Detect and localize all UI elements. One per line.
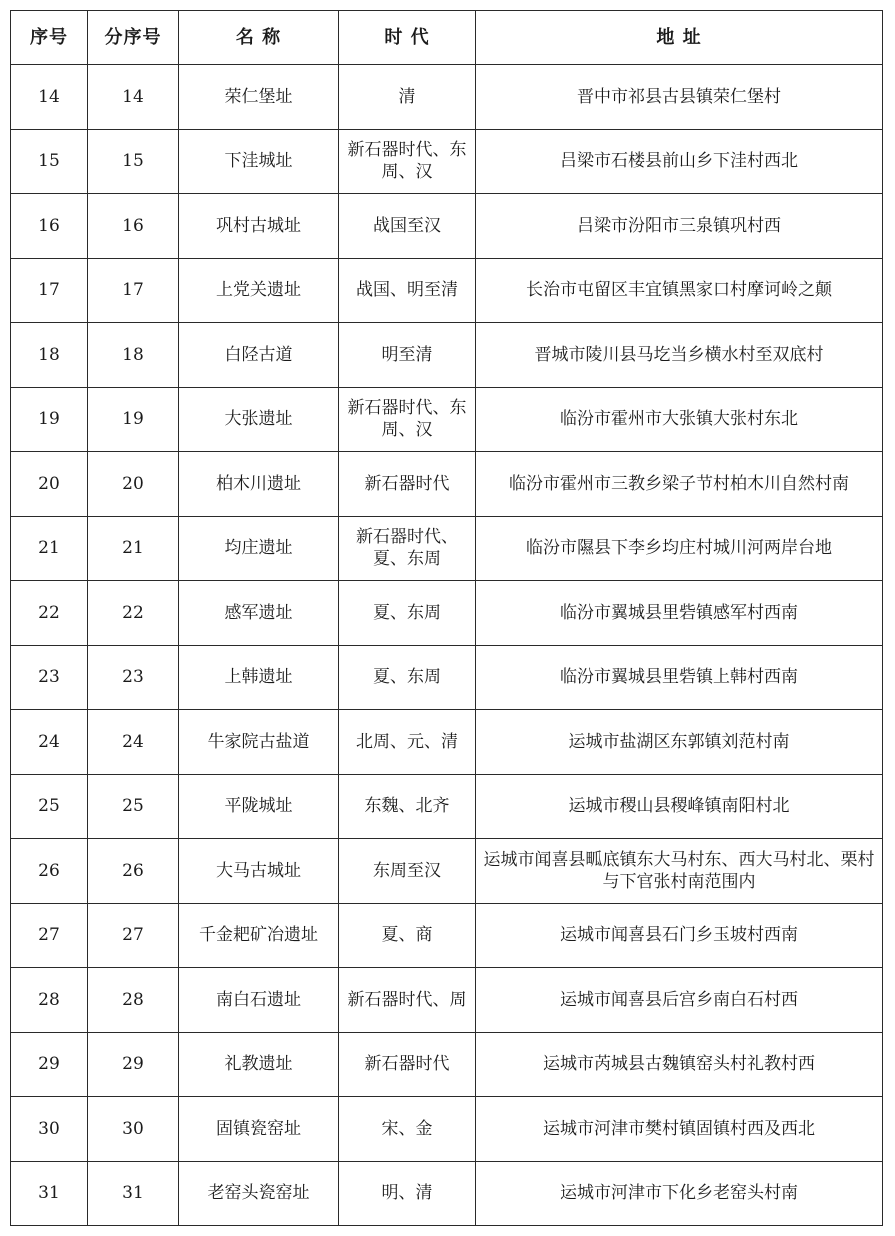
cell-era: 明、清 — [339, 1161, 476, 1226]
cell-era: 新石器时代、周 — [339, 968, 476, 1033]
cell-address: 运城市闻喜县畖底镇东大马村东、西大马村北、栗村与下官张村南范围内 — [476, 839, 883, 904]
cell-seq: 17 — [11, 258, 88, 323]
table-row — [11, 516, 883, 581]
cell-name: 巩村古城址 — [179, 194, 339, 259]
cell-era: 新石器时代、东周、汉 — [339, 387, 476, 452]
cell-name: 老窑头瓷窑址 — [179, 1161, 339, 1226]
table-row — [11, 903, 883, 968]
cell-seq: 29 — [11, 1032, 88, 1097]
cell-sub-seq: 26 — [88, 839, 179, 904]
cell-sub-seq: 30 — [88, 1097, 179, 1162]
cell-seq: 31 — [11, 1161, 88, 1226]
cell-era: 宋、金 — [339, 1097, 476, 1162]
cell-seq: 21 — [11, 516, 88, 581]
cell-address: 临汾市翼城县里砦镇上韩村西南 — [476, 645, 883, 710]
cell-sub-seq: 24 — [88, 710, 179, 775]
cell-era: 夏、商 — [339, 903, 476, 968]
cell-name: 千金耙矿冶遗址 — [179, 903, 339, 968]
cell-name: 上韩遗址 — [179, 645, 339, 710]
header-name: 名 称 — [179, 11, 339, 65]
cell-sub-seq: 18 — [88, 323, 179, 388]
cell-sub-seq: 25 — [88, 774, 179, 839]
cell-sub-seq: 22 — [88, 581, 179, 646]
cell-era: 东魏、北齐 — [339, 774, 476, 839]
cell-address: 运城市河津市下化乡老窑头村南 — [476, 1161, 883, 1226]
cell-address: 运城市稷山县稷峰镇南阳村北 — [476, 774, 883, 839]
header-seq: 序号 — [11, 11, 88, 65]
cell-seq: 27 — [11, 903, 88, 968]
cell-sub-seq: 19 — [88, 387, 179, 452]
cell-seq: 28 — [11, 968, 88, 1033]
table-header-row — [11, 11, 883, 65]
cell-name: 上党关遗址 — [179, 258, 339, 323]
cell-sub-seq: 14 — [88, 65, 179, 130]
cell-name: 荣仁堡址 — [179, 65, 339, 130]
cell-name: 感军遗址 — [179, 581, 339, 646]
cell-address: 晋城市陵川县马圪当乡横水村至双底村 — [476, 323, 883, 388]
table-row — [11, 323, 883, 388]
cell-name: 柏木川遗址 — [179, 452, 339, 517]
cell-name: 均庄遗址 — [179, 516, 339, 581]
table-row — [11, 774, 883, 839]
cell-seq: 20 — [11, 452, 88, 517]
cell-sub-seq: 28 — [88, 968, 179, 1033]
cell-address: 运城市芮城县古魏镇窑头村礼教村西 — [476, 1032, 883, 1097]
cell-name: 礼教遗址 — [179, 1032, 339, 1097]
table-row — [11, 1161, 883, 1226]
cell-name: 南白石遗址 — [179, 968, 339, 1033]
header-sub-seq: 分序号 — [88, 11, 179, 65]
header-era: 时 代 — [339, 11, 476, 65]
cell-sub-seq: 17 — [88, 258, 179, 323]
cell-address: 运城市闻喜县石门乡玉坡村西南 — [476, 903, 883, 968]
cell-address: 吕梁市石楼县前山乡下洼村西北 — [476, 129, 883, 194]
cell-era: 夏、东周 — [339, 581, 476, 646]
cell-address: 晋中市祁县古县镇荣仁堡村 — [476, 65, 883, 130]
cell-seq: 16 — [11, 194, 88, 259]
cell-seq: 30 — [11, 1097, 88, 1162]
table-row — [11, 452, 883, 517]
cell-name: 大马古城址 — [179, 839, 339, 904]
cell-address: 临汾市隰县下李乡均庄村城川河两岸台地 — [476, 516, 883, 581]
cell-address: 运城市盐湖区东郭镇刘范村南 — [476, 710, 883, 775]
cell-era: 战国、明至清 — [339, 258, 476, 323]
cell-seq: 24 — [11, 710, 88, 775]
table-row — [11, 839, 883, 904]
cell-seq: 26 — [11, 839, 88, 904]
cell-seq: 22 — [11, 581, 88, 646]
cell-era: 战国至汉 — [339, 194, 476, 259]
table-row — [11, 129, 883, 194]
cell-address: 临汾市霍州市三教乡梁子节村柏木川自然村南 — [476, 452, 883, 517]
table-row — [11, 194, 883, 259]
cell-sub-seq: 20 — [88, 452, 179, 517]
cell-name: 白陉古道 — [179, 323, 339, 388]
cell-name: 固镇瓷窑址 — [179, 1097, 339, 1162]
table-row — [11, 645, 883, 710]
cell-era: 新石器时代、东周、汉 — [339, 129, 476, 194]
cell-seq: 25 — [11, 774, 88, 839]
cell-address: 运城市闻喜县后宫乡南白石村西 — [476, 968, 883, 1033]
cell-sub-seq: 16 — [88, 194, 179, 259]
cell-name: 大张遗址 — [179, 387, 339, 452]
cell-address: 运城市河津市樊村镇固镇村西及西北 — [476, 1097, 883, 1162]
cell-sub-seq: 15 — [88, 129, 179, 194]
cell-sub-seq: 27 — [88, 903, 179, 968]
table-row — [11, 258, 883, 323]
table-row — [11, 581, 883, 646]
cell-name: 下洼城址 — [179, 129, 339, 194]
table-row — [11, 65, 883, 130]
cell-era: 东周至汉 — [339, 839, 476, 904]
table-row — [11, 387, 883, 452]
header-address: 地 址 — [476, 11, 883, 65]
cell-era: 新石器时代 — [339, 1032, 476, 1097]
cell-address: 吕梁市汾阳市三泉镇巩村西 — [476, 194, 883, 259]
cell-era: 夏、东周 — [339, 645, 476, 710]
cell-sub-seq: 31 — [88, 1161, 179, 1226]
cell-seq: 18 — [11, 323, 88, 388]
cell-era: 新石器时代 — [339, 452, 476, 517]
table-row — [11, 710, 883, 775]
cell-seq: 23 — [11, 645, 88, 710]
cell-era: 明至清 — [339, 323, 476, 388]
cell-name: 平陇城址 — [179, 774, 339, 839]
cell-sub-seq: 21 — [88, 516, 179, 581]
cell-sub-seq: 23 — [88, 645, 179, 710]
cell-seq: 19 — [11, 387, 88, 452]
heritage-site-table — [10, 10, 883, 1226]
cell-sub-seq: 29 — [88, 1032, 179, 1097]
cell-seq: 15 — [11, 129, 88, 194]
cell-name: 牛家院古盐道 — [179, 710, 339, 775]
cell-era: 新石器时代、夏、东周 — [339, 516, 476, 581]
table-row — [11, 1097, 883, 1162]
cell-era: 北周、元、清 — [339, 710, 476, 775]
table-row — [11, 1032, 883, 1097]
cell-era: 清 — [339, 65, 476, 130]
cell-address: 长治市屯留区丰宜镇黑家口村摩诃岭之颠 — [476, 258, 883, 323]
cell-address: 临汾市霍州市大张镇大张村东北 — [476, 387, 883, 452]
cell-address: 临汾市翼城县里砦镇感军村西南 — [476, 581, 883, 646]
cell-seq: 14 — [11, 65, 88, 130]
table-row — [11, 968, 883, 1033]
